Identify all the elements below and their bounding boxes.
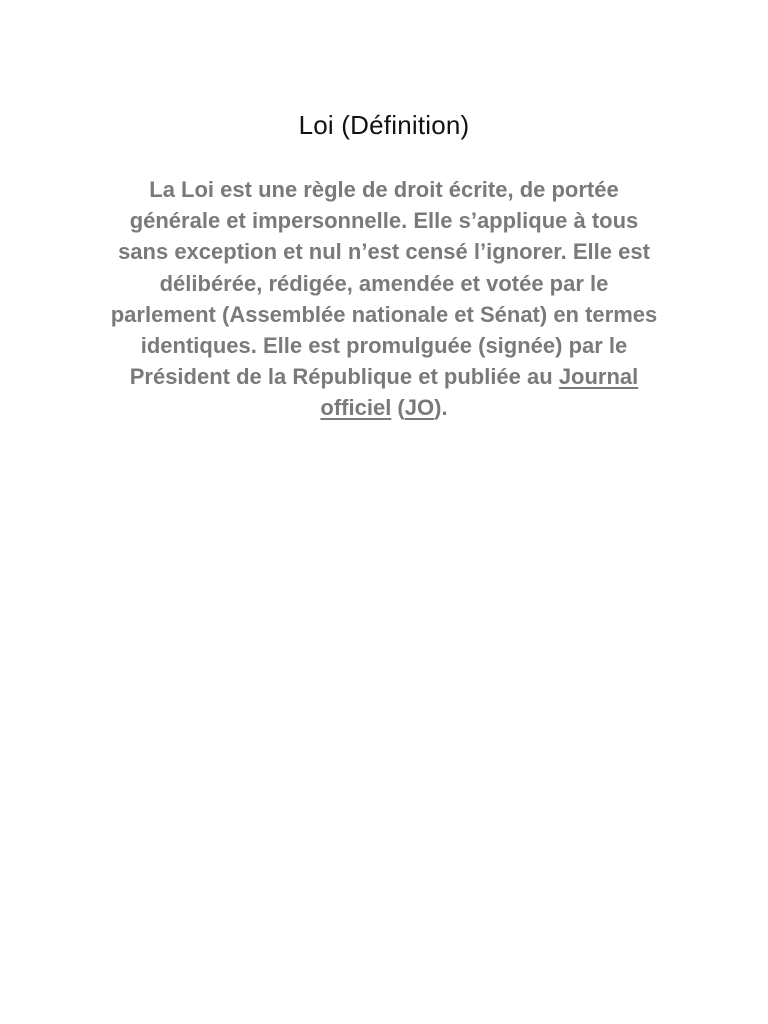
- journal-officiel-link[interactable]: Journal officiel: [320, 364, 639, 421]
- jo-link[interactable]: JO: [404, 395, 435, 421]
- paragraph-text-start: La Loi est une règle de droit écrite, de portée générale et impersonnelle. Elle s’applique à tous sans exception et nul n’est censé l’ignorer. Elle est délibérée, rédigée, amendée et votée par le parlement (Assemblée nationale et Sénat) en termes identiques. Elle est promulguée (signée) par le Président de la République et publiée au: [110, 177, 658, 390]
- paragraph-text-between: (: [391, 395, 405, 421]
- paragraph-text-end: ).: [434, 395, 448, 421]
- definition-paragraph: [110, 174, 658, 424]
- document-title: Loi (Définition): [298, 110, 470, 140]
